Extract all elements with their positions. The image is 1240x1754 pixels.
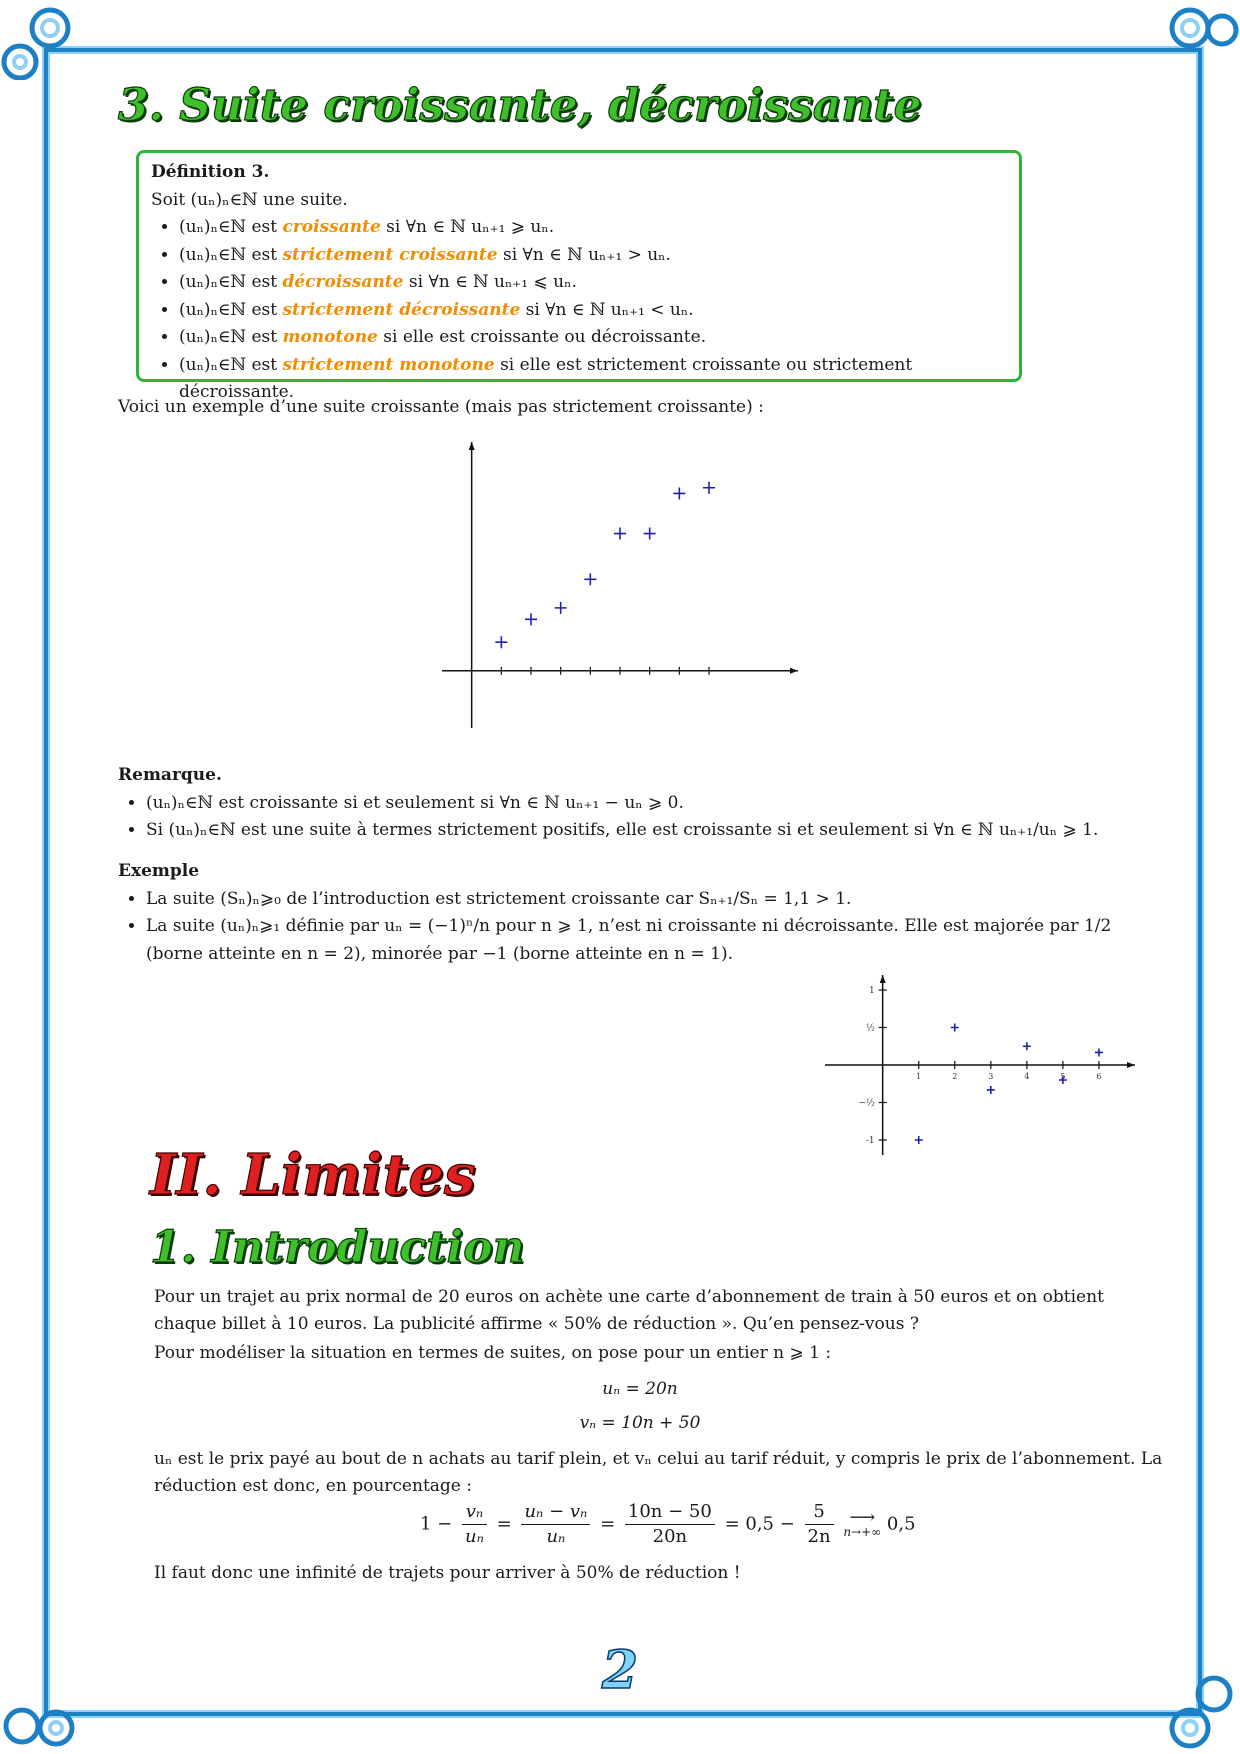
definition-box [136, 150, 1022, 402]
definition-item: • (uₙ)ₙ∈ℕ est monotone si elle est croissante ou décroissante. [179, 324, 1007, 352]
x-axis-arrow-icon [790, 668, 798, 674]
exemple-title: Exemple [118, 861, 200, 881]
intro-paragraph-4: Il faut donc une infinité de trajets pour arriver à 50% de réduction ! [154, 1563, 741, 1583]
x-tick-label: 2 [952, 1072, 958, 1081]
equation-u: uₙ = 20n [602, 1379, 678, 1399]
alternating-sequence-chart [815, 965, 1145, 1165]
x-tick-label: 1 [916, 1072, 922, 1081]
x-tick-label: 6 [1096, 1072, 1102, 1081]
reduction-formula: 1 − $\frac{\text{vₙ}}{\text{uₙ}}$ = $\frac{\text{uₙ − vₙ}}{\text{uₙ}}$ = $\frac{10n - 50}{20n}$ = 0,5 − $\frac{5}{2n}$ ⟶ n→+∞ 0,5 [420, 1501, 916, 1547]
definition-item: • (uₙ)ₙ∈ℕ est décroissante si ∀n ∈ ℕ uₙ₊₁ ⩽ uₙ. [179, 269, 1007, 297]
remark-item: • Si (uₙ)ₙ∈ℕ est une suite à termes strictement positifs, elle est croissante si et seulement si ∀n ∈ ℕ uₙ₊₁/uₙ ⩾ 1. [146, 817, 1118, 845]
y-tick-label: -1 [865, 1136, 875, 1146]
swirl-ornament-bottom-left-icon [0, 1674, 80, 1754]
exemple-item: • La suite (Sₙ)ₙ⩾₀ de l’introduction est strictement croissante car Sₙ₊₁/Sₙ = 1,1 > 1. [146, 886, 1158, 914]
section-heading-introduction: 1. Introduction [150, 1222, 525, 1273]
data-point [644, 528, 656, 540]
x-axis-arrow-icon [1127, 1062, 1135, 1068]
increasing-sequence-chart [430, 430, 810, 740]
exemple-item: • La suite (uₙ)ₙ⩾₁ définie par uₙ = (−1)ⁿ/n pour n ⩾ 1, n’est ni croissante ni décroissante. Elle est majorée par 1/2 (borne atteinte en n = 2), minorée par −1 (borne atteinte en n = 1). [146, 913, 1158, 968]
data-point [1095, 1048, 1103, 1056]
x-tick-label: 4 [1024, 1072, 1030, 1081]
definition-list [151, 214, 1007, 407]
swirl-ornament-top-left-icon [0, 0, 80, 80]
definition-item: • (uₙ)ₙ∈ℕ est croissante si ∀n ∈ ℕ uₙ₊₁ ⩾ uₙ. [179, 214, 1007, 242]
remark-item: • (uₙ)ₙ∈ℕ est croissante si et seulement si ∀n ∈ ℕ uₙ₊₁ − uₙ ⩾ 0. [146, 790, 1118, 818]
exemple-block [118, 858, 1158, 968]
equation-v: vₙ = 10n + 50 [579, 1413, 701, 1433]
data-point [915, 1136, 923, 1144]
data-point [951, 1024, 959, 1032]
y-tick-label: 1 [868, 986, 875, 996]
y-axis-arrow-icon [469, 442, 475, 450]
definition-item: • (uₙ)ₙ∈ℕ est strictement croissante si ∀n ∈ ℕ uₙ₊₁ > uₙ. [179, 242, 1007, 270]
data-point [1023, 1042, 1031, 1050]
data-point [495, 636, 507, 648]
intro-paragraph-2: Pour modéliser la situation en termes de suites, on pose pour un entier n ⩾ 1 : [154, 1343, 832, 1363]
y-tick-label: ½ [865, 1023, 875, 1034]
data-point [614, 528, 626, 540]
y-tick-label: −½ [858, 1098, 875, 1109]
y-axis-arrow-icon [880, 975, 886, 983]
swirl-ornament-top-right-icon [1160, 0, 1240, 80]
data-point [703, 482, 715, 494]
limit-arrow: ⟶ n→+∞ [843, 1506, 882, 1539]
data-point [525, 613, 537, 625]
x-tick-label: 3 [988, 1072, 994, 1081]
remark-block [118, 762, 1118, 845]
definition-intro: Soit (uₙ)ₙ∈ℕ une suite. [151, 189, 348, 210]
intro-paragraph-3: uₙ est le prix payé au bout de n achats au tarif plein, et vₙ celui au tarif réduit, y compris le prix de l’abonnement. La réduction est donc, en pourcentage : [154, 1449, 1163, 1496]
example-intro-text: Voici un exemple d’une suite croissante (mais pas strictement croissante) : [118, 397, 764, 417]
data-point [673, 487, 685, 499]
intro-paragraph-1: Pour un trajet au prix normal de 20 euros on achète une carte d’abonnement de train à 50 euros et on obtient chaque billet à 10 euros. La publicité affirme « 50% de réduction ». Qu’en pensez-vous ? [154, 1287, 1104, 1334]
chapter-heading-limites: II. Limites [150, 1142, 476, 1208]
remark-title: Remarque. [118, 765, 222, 785]
data-point [555, 602, 567, 614]
x-tick-label: 5 [1060, 1072, 1066, 1081]
definition-title: Définition 3. [151, 162, 270, 182]
swirl-ornament-bottom-right-icon [1160, 1674, 1240, 1754]
definition-item: • (uₙ)ₙ∈ℕ est strictement monotone si elle est strictement croissante ou strictement décroissante. [179, 352, 1007, 407]
page-number: 2 [601, 1640, 639, 1701]
definition-item: • (uₙ)ₙ∈ℕ est strictement décroissante si ∀n ∈ ℕ uₙ₊₁ < uₙ. [179, 297, 1007, 325]
section-heading-3: 3. Suite croissante, décroissante [118, 80, 922, 131]
data-point [987, 1086, 995, 1094]
data-point [584, 573, 596, 585]
